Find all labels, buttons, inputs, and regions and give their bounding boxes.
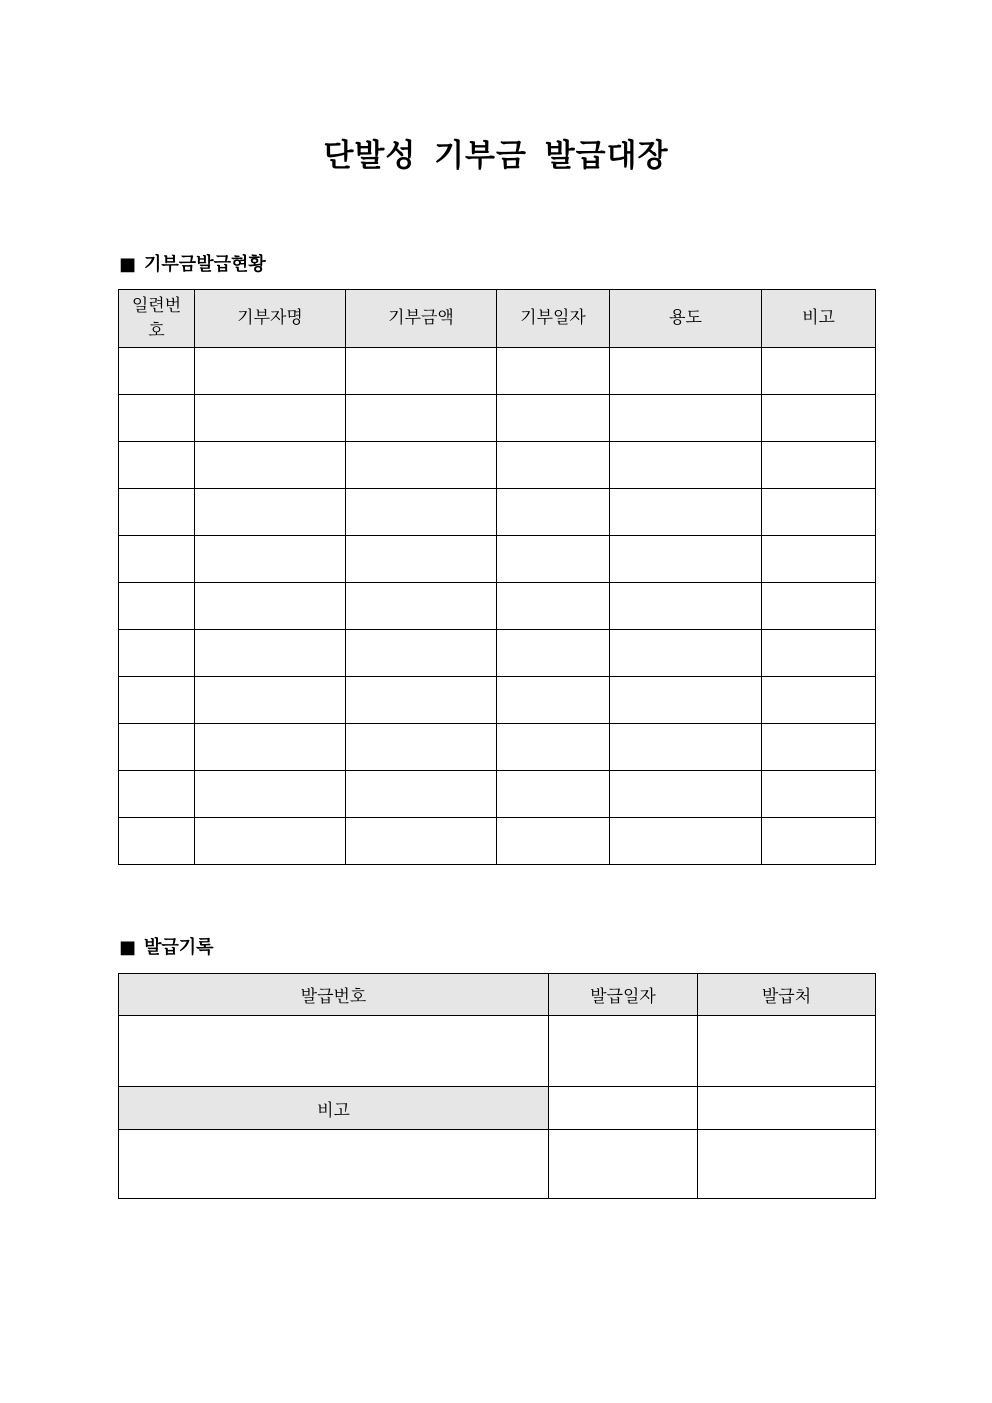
table-row bbox=[119, 818, 876, 865]
remarks-cell[interactable] bbox=[762, 489, 876, 536]
empty-cell[interactable] bbox=[698, 1087, 876, 1130]
donation-amount-cell[interactable] bbox=[346, 395, 497, 442]
donor-name-cell[interactable] bbox=[195, 630, 346, 677]
donations-section-heading bbox=[119, 252, 266, 278]
serial-number-cell[interactable] bbox=[119, 489, 195, 536]
donation-amount-cell[interactable] bbox=[346, 771, 497, 818]
serial-number-cell[interactable] bbox=[119, 724, 195, 771]
table-row bbox=[119, 536, 876, 583]
empty-cell[interactable] bbox=[698, 1130, 876, 1199]
donation-amount-cell[interactable] bbox=[346, 724, 497, 771]
remarks-cell[interactable] bbox=[762, 724, 876, 771]
donation-date-cell[interactable] bbox=[497, 348, 610, 395]
issuance-table bbox=[118, 973, 876, 1199]
col-header-donation-date: 기부일자 bbox=[497, 290, 610, 348]
table-row bbox=[119, 489, 876, 536]
donor-name-cell[interactable] bbox=[195, 677, 346, 724]
purpose-cell[interactable] bbox=[610, 630, 762, 677]
purpose-cell[interactable] bbox=[610, 677, 762, 724]
purpose-cell[interactable] bbox=[610, 489, 762, 536]
issuance-data-row bbox=[119, 1016, 876, 1087]
serial-number-cell[interactable] bbox=[119, 442, 195, 489]
col-header-donation-amount: 기부금액 bbox=[346, 290, 497, 348]
remarks-data-row bbox=[119, 1130, 876, 1199]
square-bullet-icon: ■ bbox=[119, 254, 137, 275]
donation-date-cell[interactable] bbox=[497, 583, 610, 630]
donation-date-cell[interactable] bbox=[497, 771, 610, 818]
remarks-label-row bbox=[119, 1087, 876, 1130]
col-header-serial-number: 일련번호 bbox=[119, 290, 195, 348]
col-header-donor-name: 기부자명 bbox=[195, 290, 346, 348]
donor-name-cell[interactable] bbox=[195, 395, 346, 442]
serial-number-cell[interactable] bbox=[119, 630, 195, 677]
remarks-cell[interactable] bbox=[119, 1130, 549, 1199]
empty-cell[interactable] bbox=[549, 1087, 698, 1130]
col-header-issued-to: 발급처 bbox=[698, 974, 876, 1016]
col-header-remarks: 비고 bbox=[762, 290, 876, 348]
table-row bbox=[119, 630, 876, 677]
donations-heading-text: 기부금발급현황 bbox=[144, 254, 266, 275]
serial-number-cell[interactable] bbox=[119, 818, 195, 865]
table-row bbox=[119, 442, 876, 489]
empty-cell[interactable] bbox=[549, 1130, 698, 1199]
issue-date-cell[interactable] bbox=[549, 1016, 698, 1087]
donation-amount-cell[interactable] bbox=[346, 489, 497, 536]
donor-name-cell[interactable] bbox=[195, 536, 346, 583]
serial-number-cell[interactable] bbox=[119, 771, 195, 818]
purpose-cell[interactable] bbox=[610, 583, 762, 630]
donor-name-cell[interactable] bbox=[195, 442, 346, 489]
remarks-label: 비고 bbox=[119, 1087, 549, 1130]
serial-number-cell[interactable] bbox=[119, 395, 195, 442]
issuance-section-heading bbox=[119, 935, 214, 961]
remarks-cell[interactable] bbox=[762, 583, 876, 630]
issuance-heading-text: 발급기록 bbox=[144, 937, 214, 958]
purpose-cell[interactable] bbox=[610, 536, 762, 583]
donor-name-cell[interactable] bbox=[195, 583, 346, 630]
remarks-cell[interactable] bbox=[762, 818, 876, 865]
donation-amount-cell[interactable] bbox=[346, 442, 497, 489]
donor-name-cell[interactable] bbox=[195, 818, 346, 865]
purpose-cell[interactable] bbox=[610, 771, 762, 818]
issued-to-cell[interactable] bbox=[698, 1016, 876, 1087]
donation-date-cell[interactable] bbox=[497, 677, 610, 724]
donation-amount-cell[interactable] bbox=[346, 818, 497, 865]
purpose-cell[interactable] bbox=[610, 818, 762, 865]
donations-header-row bbox=[119, 290, 876, 348]
donation-date-cell[interactable] bbox=[497, 724, 610, 771]
donation-date-cell[interactable] bbox=[497, 630, 610, 677]
purpose-cell[interactable] bbox=[610, 348, 762, 395]
col-header-purpose: 용도 bbox=[610, 290, 762, 348]
remarks-cell[interactable] bbox=[762, 348, 876, 395]
purpose-cell[interactable] bbox=[610, 724, 762, 771]
page-title: 단발성 기부금 발급대장 bbox=[323, 138, 669, 174]
issue-number-cell[interactable] bbox=[119, 1016, 549, 1087]
donor-name-cell[interactable] bbox=[195, 489, 346, 536]
col-header-issue-date: 발급일자 bbox=[549, 974, 698, 1016]
donation-amount-cell[interactable] bbox=[346, 583, 497, 630]
col-header-issue-number: 발급번호 bbox=[119, 974, 549, 1016]
serial-number-cell[interactable] bbox=[119, 583, 195, 630]
serial-number-cell[interactable] bbox=[119, 348, 195, 395]
remarks-cell[interactable] bbox=[762, 395, 876, 442]
donor-name-cell[interactable] bbox=[195, 348, 346, 395]
donation-amount-cell[interactable] bbox=[346, 677, 497, 724]
remarks-cell[interactable] bbox=[762, 771, 876, 818]
donation-amount-cell[interactable] bbox=[346, 536, 497, 583]
donation-date-cell[interactable] bbox=[497, 536, 610, 583]
donation-date-cell[interactable] bbox=[497, 395, 610, 442]
donation-amount-cell[interactable] bbox=[346, 348, 497, 395]
table-row bbox=[119, 395, 876, 442]
table-row bbox=[119, 348, 876, 395]
serial-number-cell[interactable] bbox=[119, 536, 195, 583]
donor-name-cell[interactable] bbox=[195, 771, 346, 818]
square-bullet-icon: ■ bbox=[119, 937, 137, 958]
donation-amount-cell[interactable] bbox=[346, 630, 497, 677]
table-row bbox=[119, 677, 876, 724]
donations-table bbox=[118, 289, 876, 865]
donation-date-cell[interactable] bbox=[497, 442, 610, 489]
donor-name-cell[interactable] bbox=[195, 724, 346, 771]
serial-number-cell[interactable] bbox=[119, 677, 195, 724]
table-row bbox=[119, 583, 876, 630]
table-row bbox=[119, 771, 876, 818]
donation-date-cell[interactable] bbox=[497, 489, 610, 536]
table-row bbox=[119, 724, 876, 771]
purpose-cell[interactable] bbox=[610, 395, 762, 442]
remarks-cell[interactable] bbox=[762, 630, 876, 677]
remarks-cell[interactable] bbox=[762, 536, 876, 583]
purpose-cell[interactable] bbox=[610, 442, 762, 489]
remarks-cell[interactable] bbox=[762, 442, 876, 489]
donation-date-cell[interactable] bbox=[497, 818, 610, 865]
remarks-cell[interactable] bbox=[762, 677, 876, 724]
issuance-header-row bbox=[119, 974, 876, 1016]
